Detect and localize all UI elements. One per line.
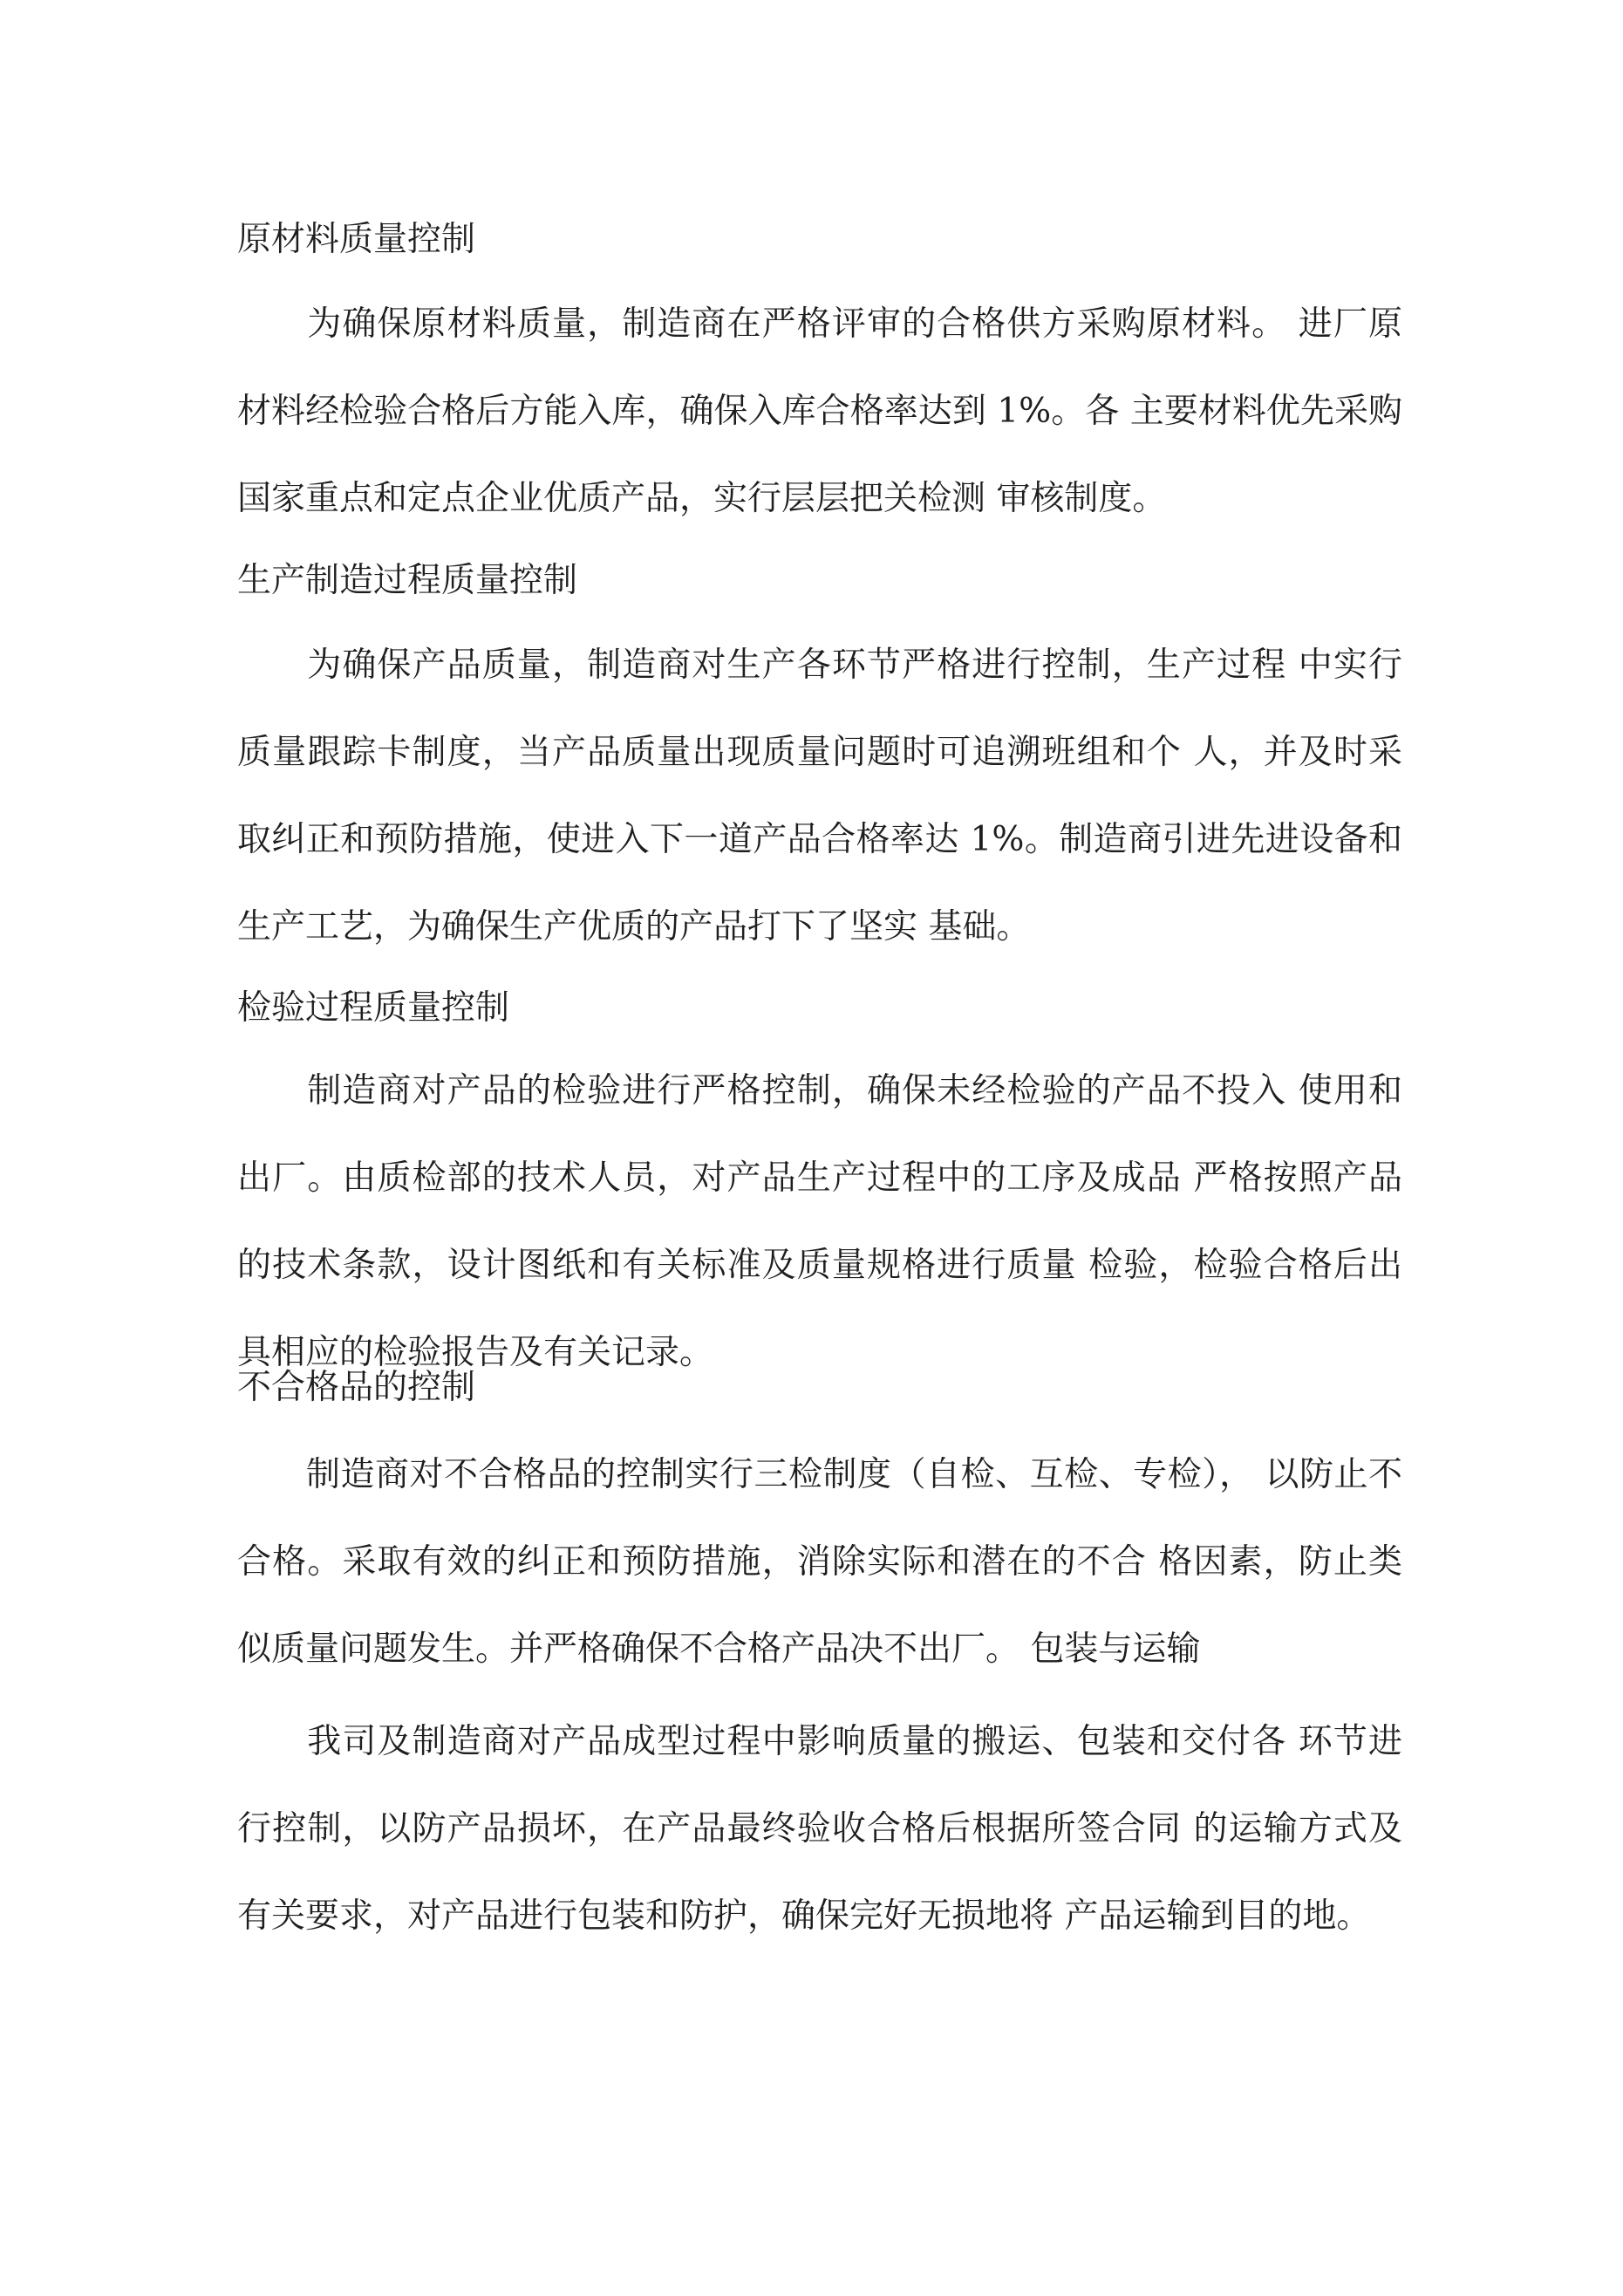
section-body-inspection: 制造商对产品的检验进行严格控制，确保未经检验的产品不投入 使用和出厂。由质检部的技术人员，对产品生产过程中的工序及成品 严格按照产品的技术条款，设计图纸和有关标准及质量规格进行质量 检验，检验合格后出具相应的检验报告及有关记录。 (237, 1071, 1402, 1372)
section-body-nonconforming: 制造商对不合格品的控制实行三检制度（自检、互检、专检）， 以防止不合格。采取有效的纠正和预防措施，消除实际和潜在的不合 格因素，防止类似质量问题发生。并严格确保不合格产品决不出厂。 包装与运输 (237, 1455, 1402, 1669)
closing-paragraph-packaging: 我司及制造商对产品成型过程中影响质量的搬运、包装和交付各 环节进行控制，以防产品损坏，在产品最终验收合格后根据所签合同 的运输方式及有关要求，对产品进行包装和防护，确保完好无损地将 产品运输到目的地。 (237, 1722, 1402, 1936)
section-heading-nonconforming: 不合格品的控制 (237, 1368, 476, 1407)
section-heading-raw-material: 原材料质量控制 (237, 220, 476, 259)
section-heading-production: 生产制造过程质量控制 (237, 561, 578, 600)
section-body-raw-material: 为确保原材料质量，制造商在严格评审的合格供方采购原材料。 进厂原材料经检验合格后方能入库，确保入库合格率达到 1%。各 主要材料优先采购国家重点和定点企业优质产品，实行层层把关检测 审核制度。 (237, 304, 1402, 518)
section-heading-inspection: 检验过程质量控制 (237, 988, 510, 1028)
section-body-production: 为确保产品质量，制造商对生产各环节严格进行控制，生产过程 中实行质量跟踪卡制度，当产品质量出现质量问题时可追溯班组和个 人，并及时采取纠正和预防措施，使进入下一道产品合格率达 1%。制造商引进先进设备和生产工艺，为确保生产优质的产品打下了坚实 基础。 (237, 646, 1402, 946)
